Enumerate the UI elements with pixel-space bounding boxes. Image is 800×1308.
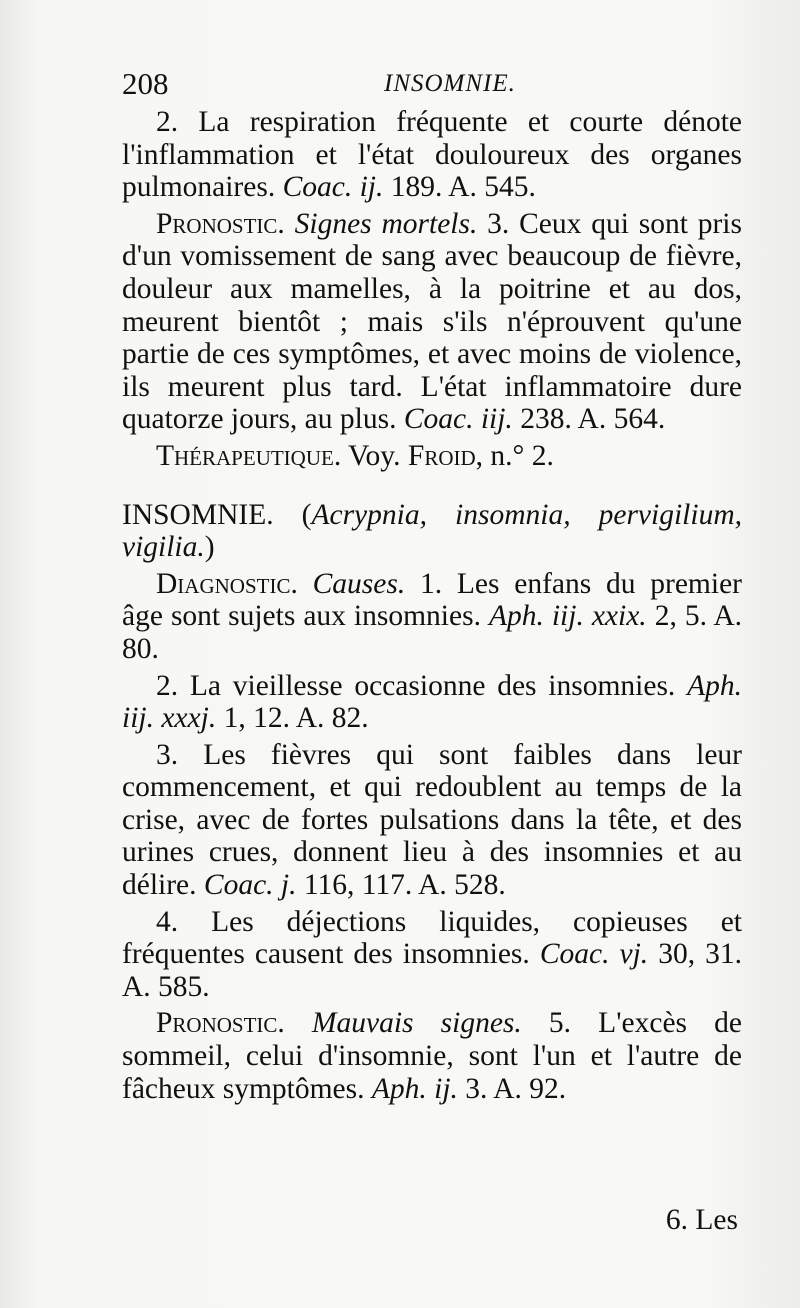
section-label: Pronostic. bbox=[156, 207, 285, 240]
synonyms: Acrypnia, insomnia, pervigilium, vigilia. bbox=[122, 498, 742, 564]
paragraph-4-dejections: 4. Les déjections liquides, copieuses et fréquentes causent des insomnies. Coac. vj. 30, 31. A. 585. bbox=[122, 905, 743, 1003]
entry-heading-insomnie: INSOMNIE. (Acrypnia, insomnia, pervigilium, vigilia.) bbox=[122, 498, 742, 564]
subsection-label: Signes mortels. bbox=[284, 207, 478, 240]
citation: Coac. j. bbox=[203, 869, 297, 902]
page-body bbox=[122, 106, 742, 1105]
catchword: 6. Les bbox=[665, 1204, 738, 1236]
section-label: Diagnostic. bbox=[156, 567, 298, 600]
subsection-label: Mauvais signes. bbox=[284, 1007, 522, 1040]
headword: INSOMNIE. bbox=[122, 498, 274, 531]
subsection-label: Causes. bbox=[297, 567, 406, 600]
paragraph-pronostic-signes-mortels: Pronostic. Signes mortels. 3. Ceux qui sont pris d'un vomissement de sang avec beaucoup de fièvre, douleur aux mamelles, à la poitrine et au dos, meurent bientôt ; mais s'ils n'éprouvent qu'une partie de ces symptômes, et avec moins de violence, ils meurent plus tard. L'état inflammatoire dure quatorze jours, au plus. Coac. iij. 238. A. 564. bbox=[122, 207, 742, 436]
section-label: Thérapeutique. bbox=[156, 439, 342, 472]
paragraph-pronostic-mauvais-signes: Pronostic. Mauvais signes. 5. L'excès de sommeil, celui d'insomnie, sont l'un et l'autre de fâcheux symptômes. Aph. ij. 3. A. 92. bbox=[122, 1007, 742, 1105]
citation: Aph. ij. bbox=[371, 1072, 458, 1105]
citation: Coac. iij. bbox=[403, 403, 513, 436]
citation: Coac. vj. bbox=[539, 938, 649, 971]
paragraph-diagnostic-causes: Diagnostic. Causes. 1. Les enfans du premier âge sont sujets aux insomnies. Aph. iij. xxix. 2, 5. A. 80. bbox=[122, 567, 743, 665]
paragraph-therapeutique: Thérapeutique. Voy. Froid, n.° 2. bbox=[156, 439, 554, 472]
section-label: Pronostic. bbox=[156, 1007, 285, 1040]
citation: Coac. ij. bbox=[282, 171, 384, 204]
citation: Aph. iij. xxxj. bbox=[122, 669, 742, 735]
running-title: INSOMNIE. bbox=[384, 70, 516, 97]
cross-reference: Froid bbox=[407, 439, 476, 472]
citation: Aph. iij. xxix. bbox=[488, 600, 647, 633]
paragraph-2-respiration: 2. La respiration fréquente et courte dénote l'inflammation et l'état douloureux des organes pulmonaires. Coac. ij. 189. A. 545. bbox=[122, 106, 742, 204]
page-header bbox=[122, 66, 742, 106]
paragraph-3-fievres: 3. Les fièvres qui sont faibles dans leur commencement, et qui redoublent au temps de la crise, avec de fortes pulsations dans la tête, et des urines crues, donnent lieu à des insomnies et au délire. Coac. j. 116, 117. A. 528. bbox=[122, 738, 742, 902]
paragraph-2-vieillesse: 2. La vieillesse occasionne des insomnies. Aph. iij. xxxj. 1, 12. A. 82. bbox=[122, 669, 742, 735]
page-number: 208 bbox=[122, 66, 169, 101]
